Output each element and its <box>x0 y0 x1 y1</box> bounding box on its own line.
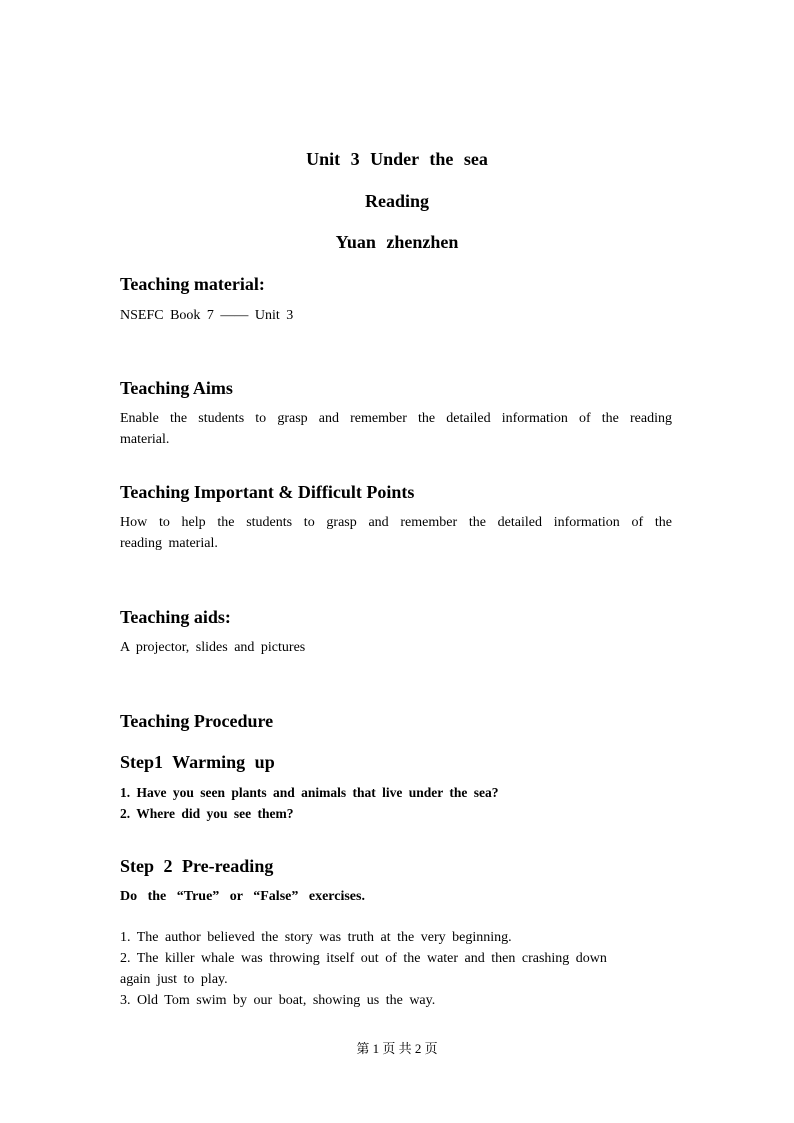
paragraph-line: reading material. <box>120 536 218 551</box>
list-item: 2. The killer whale was throwing itself out of the water and then crashing down <box>120 951 607 966</box>
author-name: Yuan zhenzhen <box>335 232 459 252</box>
heading-teaching-aids: Teaching aids: <box>120 607 231 627</box>
list-item: 2. Where did you see them? <box>120 806 294 821</box>
paragraph-line: Enable the students to grasp and remember the detailed information of the reading <box>120 411 672 426</box>
page-number-footer: 第 1 页 共 2 页 <box>356 1041 438 1056</box>
heading-step2-pre-reading: Step 2 Pre-reading <box>120 856 274 876</box>
list-item: 1. The author believed the story was truth at the very beginning. <box>120 930 512 945</box>
teaching-material-text <box>120 305 672 326</box>
paragraph-line: A projector, slides and pictures <box>120 640 306 655</box>
step1-questions <box>120 782 672 824</box>
paragraph-line: How to help the students to grasp and remember the detailed information of the <box>120 515 672 530</box>
list-item-continuation: again just to play. <box>120 972 228 987</box>
heading-step1-warming-up: Step1 Warming up <box>120 752 275 772</box>
teaching-aids-text <box>120 637 672 658</box>
list-item: 3. Old Tom swim by our boat, showing us the way. <box>120 993 436 1008</box>
step2-instruction <box>120 886 672 907</box>
heading-teaching-procedure: Teaching Procedure <box>120 711 274 731</box>
teaching-aims-paragraph <box>120 408 672 450</box>
instruction-line: Do the “True” or “False” exercises. <box>120 889 365 904</box>
list-item: 1. Have you seen plants and animals that live under the sea? <box>120 785 499 800</box>
document-subtitle: Reading <box>364 191 429 211</box>
paragraph-line: material. <box>120 432 170 447</box>
heading-important-difficult-points: Teaching Important & Difficult Points <box>120 482 415 502</box>
important-points-paragraph <box>120 512 672 554</box>
heading-teaching-aims: Teaching Aims <box>120 378 233 398</box>
paragraph-line: NSEFC Book 7 —— Unit 3 <box>120 308 294 323</box>
document-title: Unit 3 Under the sea <box>306 149 488 169</box>
heading-teaching-material: Teaching material: <box>120 274 265 294</box>
step2-exercise-list <box>120 927 672 1011</box>
